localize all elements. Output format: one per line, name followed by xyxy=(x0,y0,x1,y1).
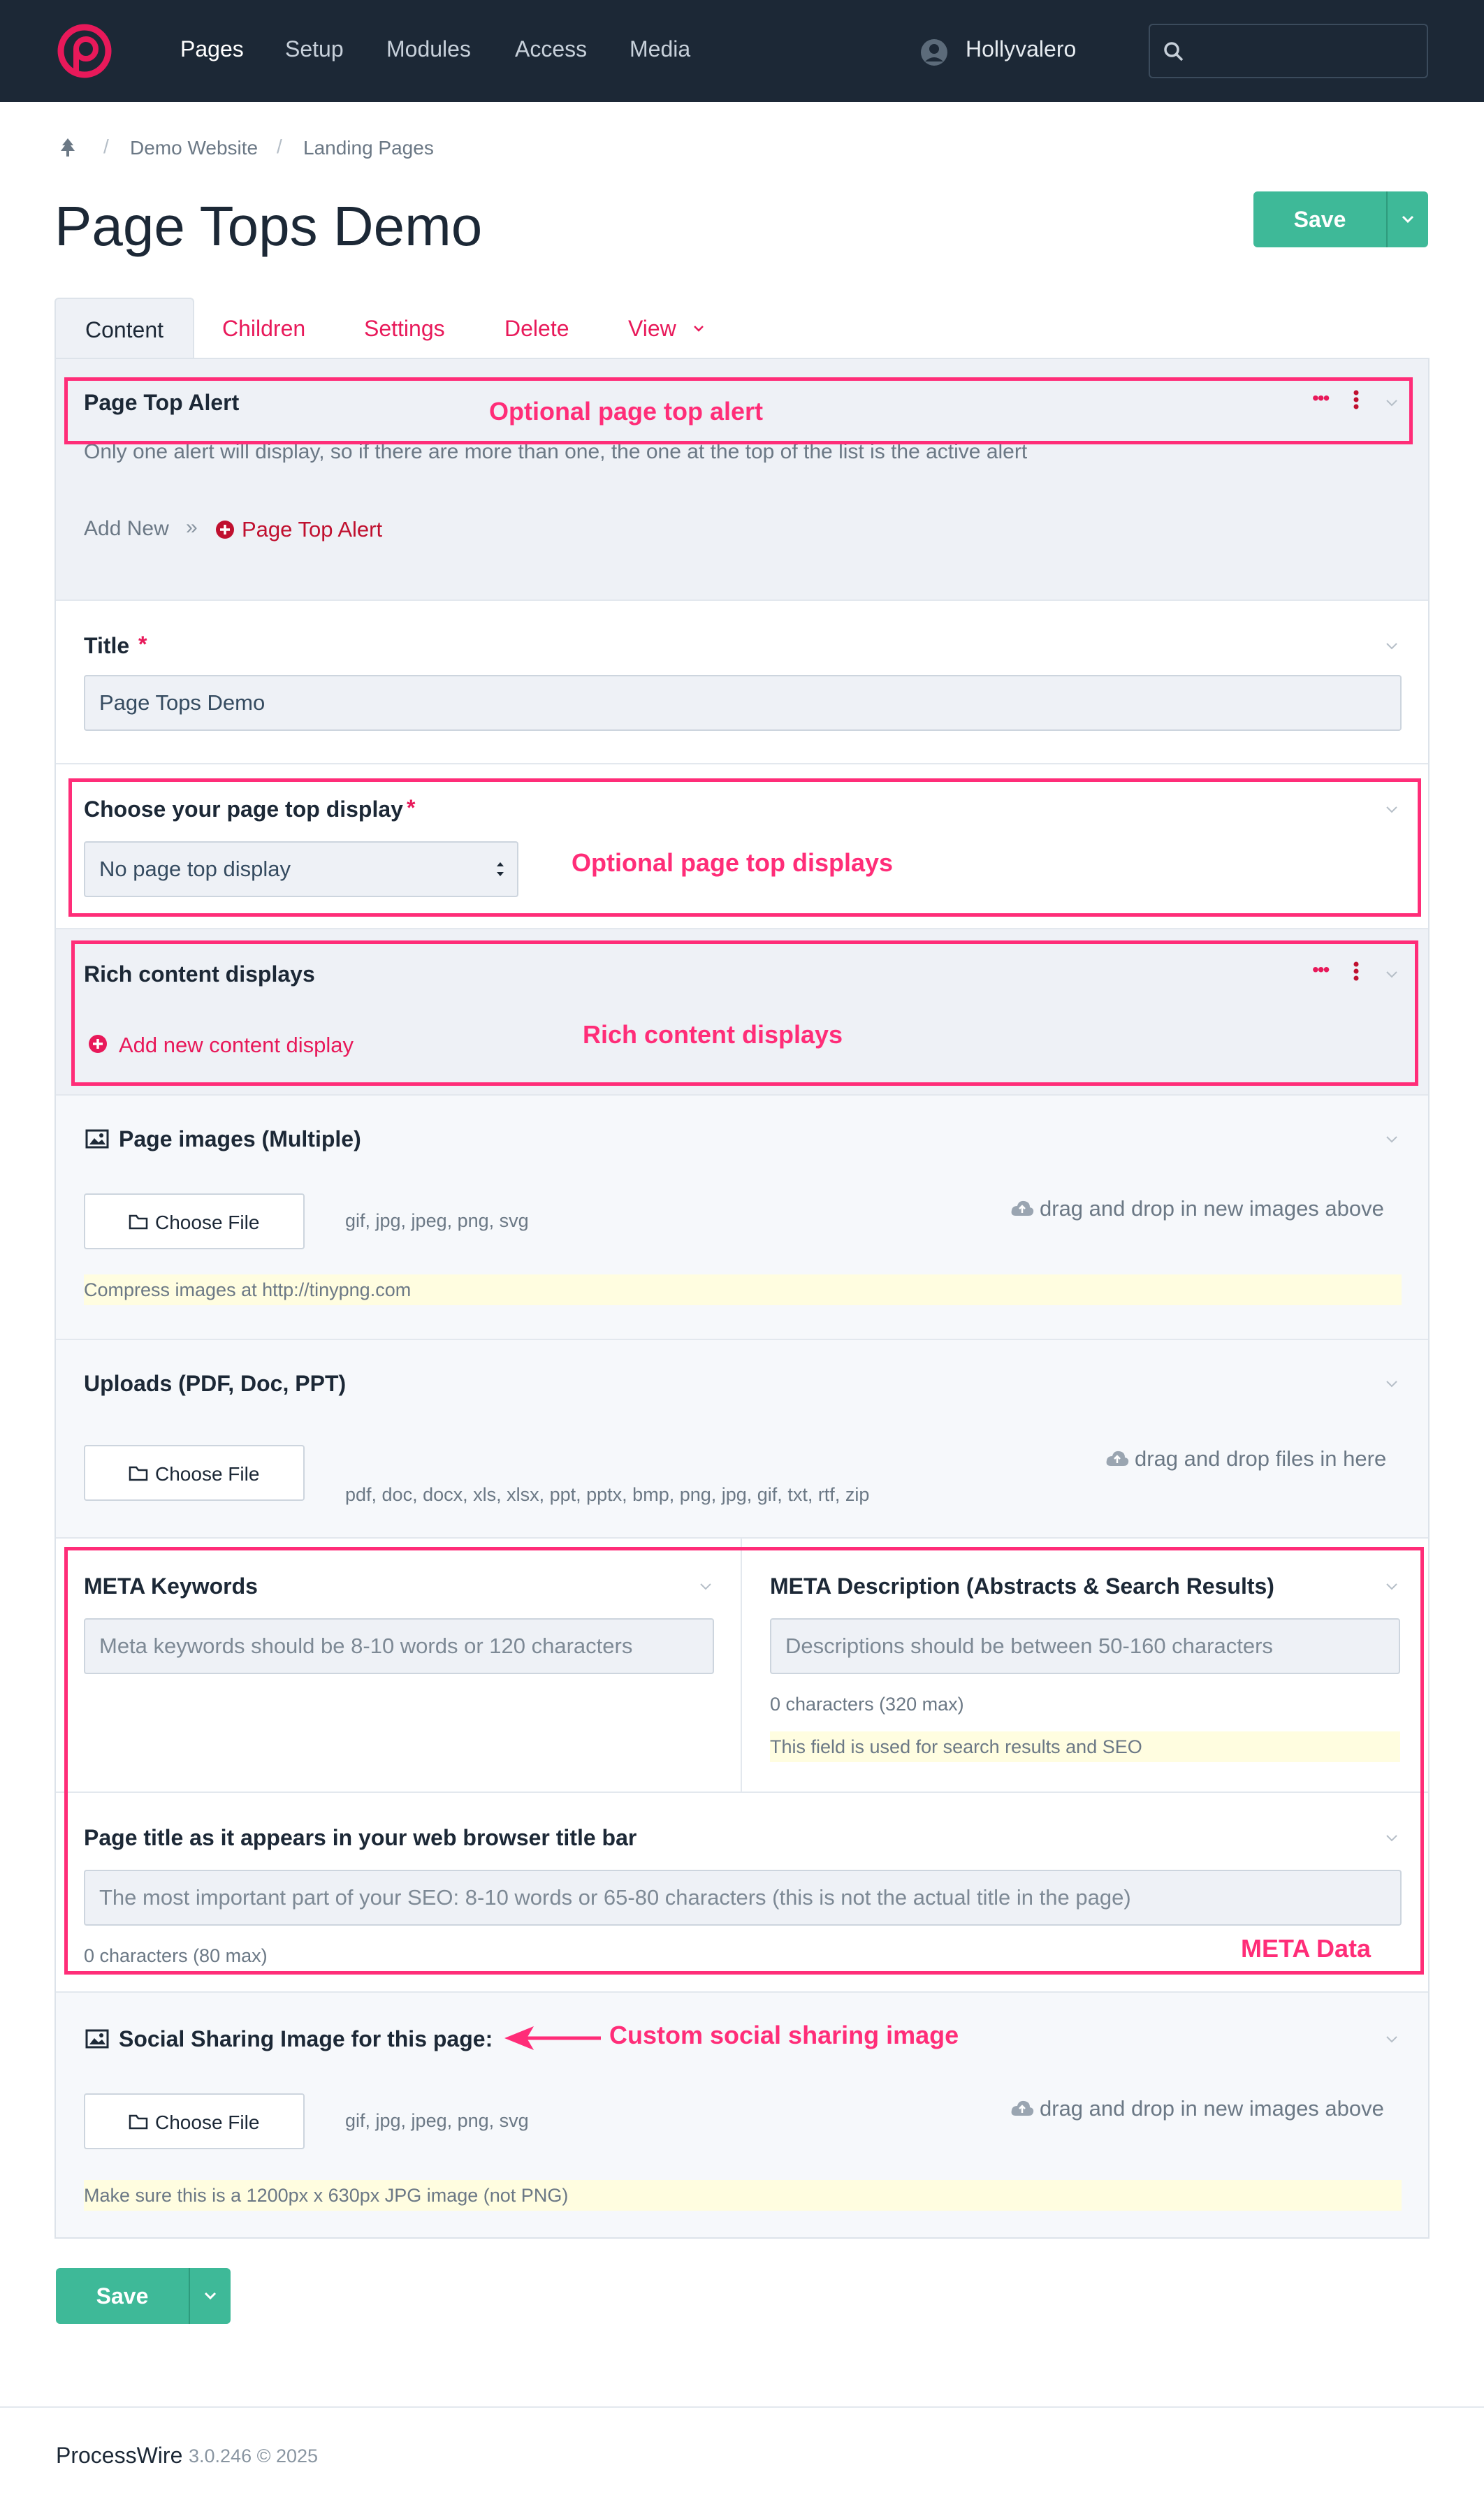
allowed-file-types: pdf, doc, docx, xls, xlsx, ppt, pptx, bmp, png, jpg, gif, txt, rtf, zip xyxy=(345,1484,870,1505)
allowed-file-types: gif, jpg, jpeg, png, svg xyxy=(345,2110,529,2131)
uploads-label: Uploads (PDF, Doc, PPT) xyxy=(84,1371,347,1396)
chevron-down-icon[interactable] xyxy=(1388,191,1428,247)
chevron-down-icon[interactable] xyxy=(190,2268,231,2324)
image-icon xyxy=(85,1129,109,1149)
chevron-down-icon[interactable] xyxy=(692,321,706,335)
arrow-left-icon xyxy=(503,2022,601,2054)
annotation-box-meta xyxy=(64,1547,1424,1975)
save-button[interactable] xyxy=(1253,191,1428,247)
top-navbar xyxy=(0,0,1484,102)
choose-file-label: Choose File xyxy=(155,1212,260,1233)
footer-version: 3.0.246 © 2025 xyxy=(189,2446,319,2466)
save-button-label[interactable]: Save xyxy=(1293,207,1346,232)
meta-keywords-input[interactable]: Meta keywords should be 8-10 words or 120 characters xyxy=(84,1618,714,1674)
user-name[interactable]: Hollyvalero xyxy=(966,36,1077,61)
annotation-label-meta: META Data xyxy=(1241,1934,1372,1963)
meta-description-input[interactable]: Descriptions should be between 50-160 characters xyxy=(770,1618,1400,1674)
page-top-display-selected: No page top display xyxy=(99,857,291,881)
nav-setup[interactable]: Setup xyxy=(285,36,344,61)
footer-divider xyxy=(0,2406,1484,2408)
character-count: 0 characters (320 max) xyxy=(770,1694,964,1715)
page-top-alert-label: Page Top Alert xyxy=(84,390,240,415)
save-button-label[interactable]: Save xyxy=(96,2283,149,2309)
breadcrumb-landing-pages[interactable]: Landing Pages xyxy=(303,137,434,159)
chevron-down-icon[interactable] xyxy=(1383,2030,1400,2047)
choose-file-label: Choose File xyxy=(155,2112,260,2133)
search-icon xyxy=(1163,41,1185,63)
drag-drop-hint: drag and drop files in here xyxy=(1135,1446,1387,1471)
choose-file-button[interactable] xyxy=(84,2093,305,2149)
page-top-alert-description: Only one alert will display, so if there are more than one, the one at the top of the list is the active alert xyxy=(84,440,1028,463)
rich-content-label: Rich content displays xyxy=(84,961,315,987)
choose-file-button[interactable] xyxy=(84,1445,305,1501)
cloud-upload-icon xyxy=(1010,1199,1034,1217)
more-dots-icon[interactable]: ••• xyxy=(1312,387,1329,409)
image-size-note: Make sure this is a 1200px x 630px JPG image (not PNG) xyxy=(84,2180,1402,2211)
browser-title-input[interactable]: The most important part of your SEO: 8-10 words or 65-80 characters (this is not the actual title in the page) xyxy=(84,1870,1402,1926)
tab-settings[interactable]: Settings xyxy=(364,316,445,341)
nav-access[interactable]: Access xyxy=(515,36,588,61)
add-new-label: Add New xyxy=(84,517,169,540)
search-input[interactable] xyxy=(1149,24,1428,78)
annotation-label-displays: Optional page top displays xyxy=(572,848,894,877)
annotation-label-alert: Optional page top alert xyxy=(489,397,764,426)
double-chevron-icon: » xyxy=(186,516,198,539)
annotation-label-rich: Rich content displays xyxy=(583,1020,843,1049)
meta-keywords-label: META Keywords xyxy=(84,1574,258,1599)
nav-media[interactable]: Media xyxy=(630,36,691,61)
drag-drop-hint: drag and drop in new images above xyxy=(1040,2096,1384,2121)
required-marker: * xyxy=(407,795,416,820)
title-input[interactable]: Page Tops Demo xyxy=(84,675,1402,731)
seo-note: This field is used for search results and SEO xyxy=(770,1731,1400,1762)
tab-delete[interactable]: Delete xyxy=(504,316,569,341)
allowed-file-types: gif, jpg, jpeg, png, svg xyxy=(345,1210,529,1231)
page-images-label: Page images (Multiple) xyxy=(119,1126,361,1151)
tree-icon[interactable] xyxy=(57,137,78,158)
page-top-display-label: Choose your page top display xyxy=(84,797,403,822)
add-page-top-alert-link[interactable]: Page Top Alert xyxy=(242,517,383,542)
cloud-upload-icon xyxy=(1105,1449,1129,1467)
processwire-logo-icon[interactable] xyxy=(54,21,115,81)
add-content-display-link[interactable]: Add new content display xyxy=(119,1033,354,1057)
meta-description-label: META Description (Abstracts & Search Results) xyxy=(770,1574,1274,1599)
choose-file-button[interactable] xyxy=(84,1193,305,1249)
plus-circle-icon[interactable] xyxy=(215,520,235,539)
breadcrumb-separator: / xyxy=(103,136,109,157)
title-label: Title xyxy=(84,633,130,658)
image-icon xyxy=(85,2029,109,2049)
character-count: 0 characters (80 max) xyxy=(84,1945,268,1966)
annotation-label-social: Custom social sharing image xyxy=(609,2021,959,2049)
required-marker: * xyxy=(138,632,147,657)
page-title: Page Tops Demo xyxy=(54,195,483,257)
drag-drop-hint: drag and drop in new images above xyxy=(1040,1196,1384,1221)
tab-view[interactable]: View xyxy=(628,316,676,341)
page-images-section xyxy=(56,1096,1428,1340)
choose-file-label: Choose File xyxy=(155,1463,260,1485)
tab-children[interactable]: Children xyxy=(222,316,306,341)
browser-title-label: Page title as it appears in your web browser title bar xyxy=(84,1825,637,1850)
nav-modules[interactable]: Modules xyxy=(386,36,471,61)
annotation-box-rich xyxy=(71,940,1418,1086)
save-button-bottom[interactable] xyxy=(56,2268,231,2324)
folder-open-icon xyxy=(129,2113,150,2131)
cloud-upload-icon xyxy=(1010,2099,1034,2117)
social-image-label: Social Sharing Image for this page: xyxy=(119,2026,493,2051)
uploads-section xyxy=(56,1340,1428,1539)
chevron-down-icon[interactable] xyxy=(1383,1375,1400,1392)
more-dots-icon[interactable]: ••• xyxy=(1312,959,1329,980)
user-avatar-icon[interactable] xyxy=(919,38,949,67)
chevron-down-icon[interactable] xyxy=(1383,637,1400,654)
title-section xyxy=(56,601,1428,764)
compress-note: Compress images at http://tinypng.com xyxy=(84,1274,1402,1305)
folder-open-icon xyxy=(129,1465,150,1483)
annotation-box-displays xyxy=(68,778,1421,917)
nav-pages[interactable]: Pages xyxy=(180,36,244,61)
chevron-down-icon[interactable] xyxy=(1383,1131,1400,1147)
breadcrumb-demo-website[interactable]: Demo Website xyxy=(130,137,259,159)
folder-open-icon xyxy=(129,1213,150,1231)
breadcrumb-separator: / xyxy=(277,136,282,157)
footer-brand[interactable]: ProcessWire xyxy=(56,2443,183,2468)
tab-content[interactable]: Content xyxy=(54,298,194,359)
